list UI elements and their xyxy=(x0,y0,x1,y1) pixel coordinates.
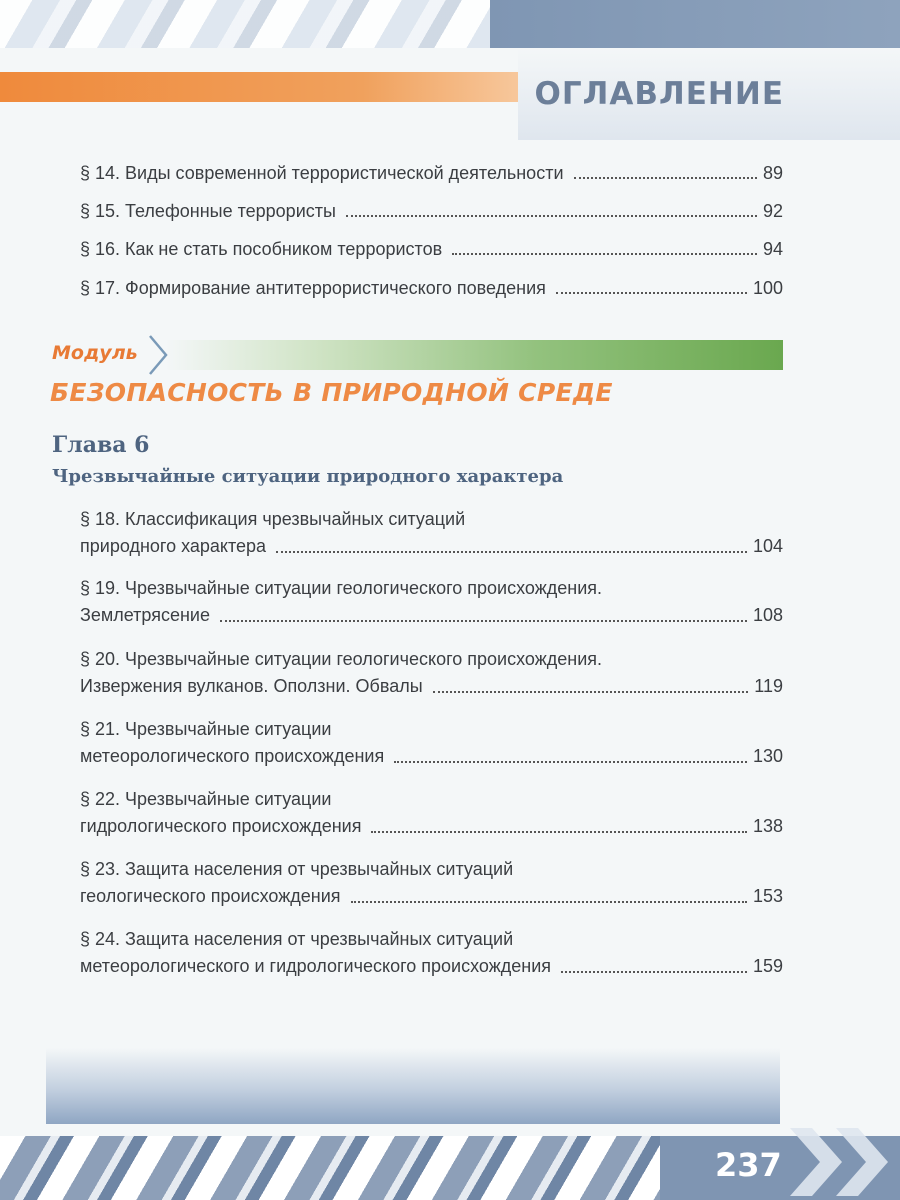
toc-entry-title-cont: Землетрясение xyxy=(80,605,210,625)
toc-leader-dots xyxy=(220,620,747,622)
toc-entry-title: § 18. Классификация чрезвычайных ситуаций xyxy=(80,509,466,529)
toc-leader-dots xyxy=(574,177,757,179)
toc-entry-page: 100 xyxy=(752,278,783,298)
toc-entry-title-cont: метеорологического и гидрологического происхождения xyxy=(80,956,551,976)
toc-leader-dots xyxy=(561,971,747,973)
toc-entry-title: § 17. Формирование антитеррористического поведения xyxy=(80,278,546,298)
footer-band xyxy=(46,1048,780,1124)
toc-entry-page: 104 xyxy=(752,536,783,556)
toc-entry[interactable] xyxy=(80,856,783,910)
toc-entry[interactable] xyxy=(80,277,783,299)
toc-entry-page: 108 xyxy=(752,605,783,625)
toc-entry-title: § 16. Как не стать пособником террористов xyxy=(80,239,443,259)
toc-leader-dots xyxy=(371,831,746,833)
toc-entry-title: § 22. Чрезвычайные ситуации xyxy=(80,789,332,809)
toc-entry-title-cont: Извержения вулканов. Оползни. Обвалы xyxy=(80,676,423,696)
header-blue-band xyxy=(490,0,900,48)
toc-entry[interactable] xyxy=(80,646,783,700)
toc-entry-title: § 15. Телефонные террористы xyxy=(80,201,336,221)
toc-leader-dots xyxy=(556,292,747,294)
toc-entry[interactable] xyxy=(80,238,783,260)
footer-stripes xyxy=(0,1136,660,1200)
page-number: 237 xyxy=(715,1146,782,1184)
chevron-right-icon xyxy=(146,334,170,376)
module-title: БЕЗОПАСНОСТЬ В ПРИРОДНОЙ СРЕДЕ xyxy=(50,378,613,407)
toc-entry-page: 159 xyxy=(752,956,783,976)
toc-entry-page: 89 xyxy=(762,163,783,183)
chapter-number: Глава 6 xyxy=(52,432,150,458)
toc-entry-title-cont: метеорологического происхождения xyxy=(80,746,385,766)
page-title: ОГЛАВЛЕНИЕ xyxy=(534,76,784,112)
toc-entry-title: § 14. Виды современной террористической деятельности xyxy=(80,163,564,183)
toc-entry-page: 94 xyxy=(762,239,783,259)
toc-leader-dots xyxy=(276,551,747,553)
toc-entry-page: 119 xyxy=(754,676,783,696)
toc-leader-dots xyxy=(452,253,757,255)
double-chevron-icon xyxy=(790,1124,900,1200)
toc-entry[interactable] xyxy=(80,716,783,770)
toc-entry-title: § 21. Чрезвычайные ситуации xyxy=(80,719,332,739)
module-banner xyxy=(165,340,783,370)
chapter-title: Чрезвычайные ситуации природного характера xyxy=(52,466,564,487)
orange-accent-bar xyxy=(0,72,518,102)
toc-leader-dots xyxy=(433,691,749,693)
toc-leader-dots xyxy=(346,215,757,217)
toc-entry-page: 153 xyxy=(752,886,783,906)
toc-entry-title-cont: гидрологического происхождения xyxy=(80,816,362,836)
toc-entry-title-cont: геологического происхождения xyxy=(80,886,341,906)
toc-leader-dots xyxy=(394,761,747,763)
toc-entry[interactable] xyxy=(80,162,783,184)
toc-entry-page: 130 xyxy=(752,746,783,766)
toc-entry[interactable] xyxy=(80,926,783,980)
toc-entry[interactable] xyxy=(80,200,783,222)
toc-entry-title: § 23. Защита населения от чрезвычайных ситуаций xyxy=(80,859,514,879)
toc-entry-title-cont: природного характера xyxy=(80,536,267,556)
toc-entry-page: 138 xyxy=(752,816,783,836)
toc-leader-dots xyxy=(351,901,747,903)
header-stripes xyxy=(0,0,490,48)
toc-entry[interactable] xyxy=(80,575,783,629)
toc-entry-title: § 24. Защита населения от чрезвычайных ситуаций xyxy=(80,929,514,949)
toc-entry-title: § 20. Чрезвычайные ситуации геологического происхождения. xyxy=(80,649,602,669)
toc-entry[interactable] xyxy=(80,506,783,560)
toc-entry[interactable] xyxy=(80,786,783,840)
module-label: Модуль xyxy=(52,342,138,364)
toc-entry-page: 92 xyxy=(762,201,783,221)
toc-entry-title: § 19. Чрезвычайные ситуации геологического происхождения. xyxy=(80,578,602,598)
